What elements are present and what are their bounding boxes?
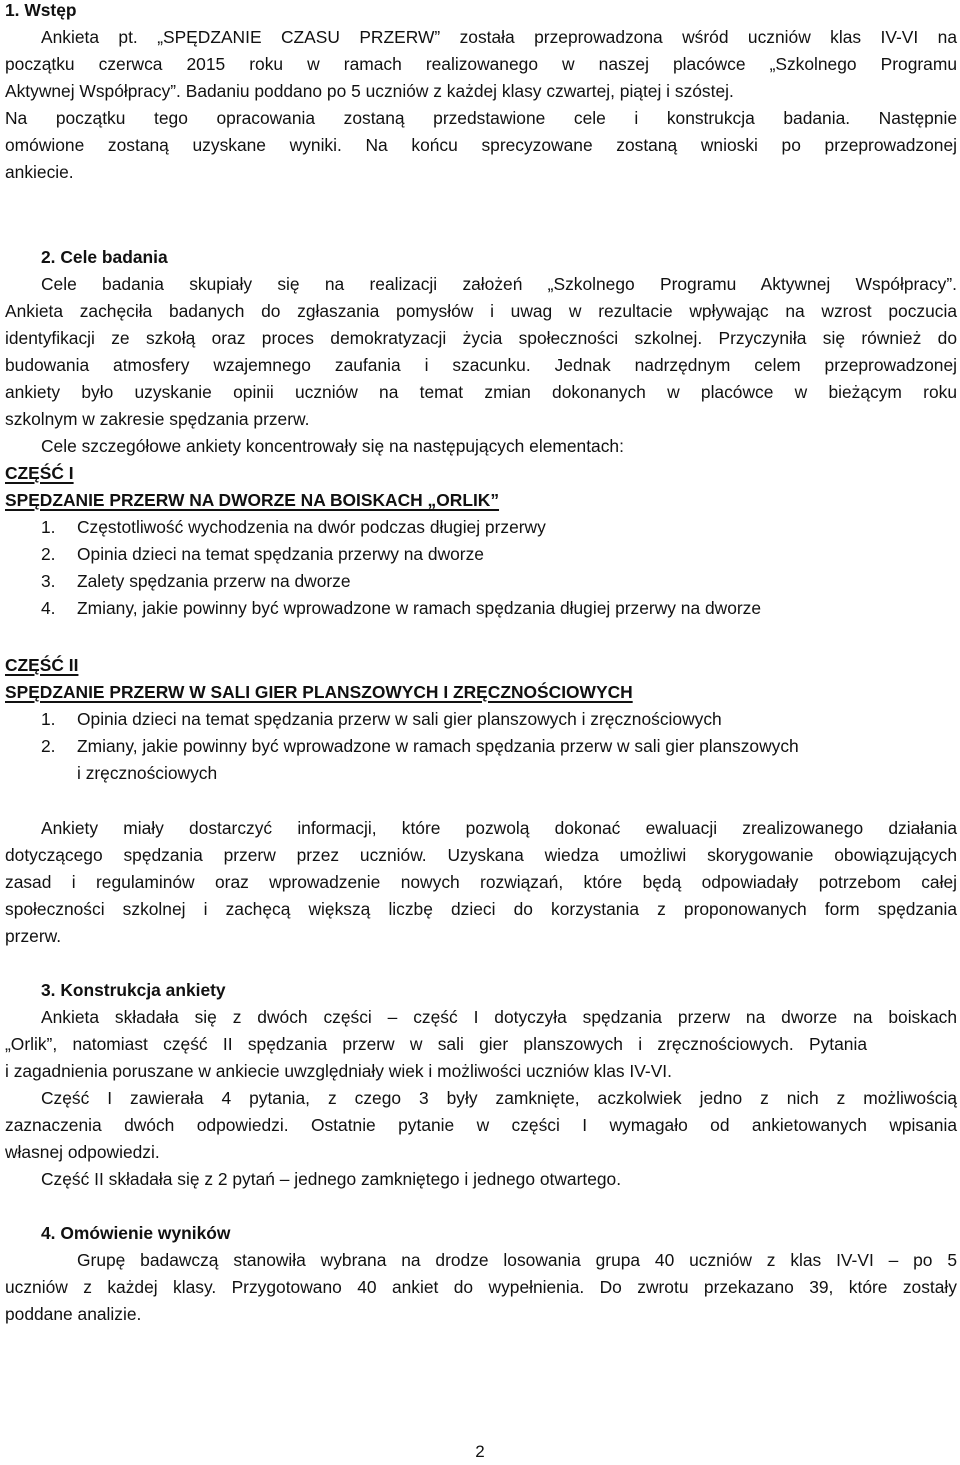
part-1-label: CZĘŚĆ I [5,463,74,483]
section-1-line: Aktywnej Współpracy”. Badaniu poddano po 5 uczniów z każdej klasy czwartej, piątej i szóstej. [5,81,734,101]
part-2-label: CZĘŚĆ II [5,655,79,675]
section-3-line: Część I zawierała 4 pytania, z czego 3 były zamknięte, aczkolwiek jedno z nich z możliwością [41,1088,957,1108]
section-3-line: „Orlik”, natomiast część II spędzania przerw w sali gier planszowych i zręcznościowych. Pytania [5,1034,867,1054]
section-4-line: poddane analizie. [5,1304,142,1324]
page-number: 2 [475,1442,485,1461]
section-1-heading: 1. Wstęp [5,0,77,20]
summary-line: społeczności szkolnej i zachęcą większą liczbę dzieci do korzystania z proponowanych form spędzania [5,899,957,919]
part-1-title: SPĘDZANIE PRZERW NA DWORZE NA BOISKACH „ORLIK” [5,490,500,510]
section-4-heading: 4. Omówienie wyników [41,1223,231,1243]
section-2-line: identyfikacji ze szkołą oraz proces demokratyzacji życia społeczności szkolnej. Przyczyniła się również do [5,328,957,348]
section-3-line: Ankieta składała się z dwóch części – część I dotyczyła spędzania przerw na dworze na boiskach [41,1007,957,1027]
section-1-line: Na początku tego opracowania zostaną przedstawione cele i konstrukcja badania. Następnie [5,108,957,128]
section-2-line: szkolnym w zakresie spędzania przerw. [5,409,310,429]
section-3-line: własnej odpowiedzi. [5,1142,160,1162]
summary-line: Ankiety miały dostarczyć informacji, które pozwolą dokonać ewaluacji zrealizowanego działania [41,818,957,838]
section-2-detail-intro: Cele szczegółowe ankiety koncentrowały się na następujących elementach: [41,436,624,456]
section-2-line: ankiety było uzyskanie opinii uczniów na temat zmian dokonanych w placówce w bieżącym roku [5,382,957,402]
list-item [41,541,957,568]
list-text-continuation: i zręcznościowych [77,763,218,783]
section-3-line: i zagadnienia poruszane w ankiecie uwzględniały wiek i możliwości uczniów klas IV-VI. [5,1061,672,1081]
list-item [41,706,957,733]
list-number: 1. [41,709,56,729]
list-text: Zmiany, jakie powinny być wprowadzone w ramach spędzania przerw w sali gier planszowych [77,736,799,756]
list-item [41,514,957,541]
list-text: Opinia dzieci na temat spędzania przerw w sali gier planszowych i zręcznościowych [77,709,722,729]
section-3-line: Część II składała się z 2 pytań – jednego zamkniętego i jednego otwartego. [41,1169,622,1189]
list-number: 4. [41,598,56,618]
section-1-line: początku czerwca 2015 roku w ramach realizowanego w naszej placówce „Szkolnego Programu [5,54,957,74]
part-2-title: SPĘDZANIE PRZERW W SALI GIER PLANSZOWYCH I ZRĘCZNOŚCIOWYCH [5,682,633,702]
section-2-line: budowania atmosfery wzajemnego zaufania i szacunku. Jednak nadrzędnym celem przeprowadzonej [5,355,957,375]
section-2-line: Cele badania skupiały się na realizacji założeń „Szkolnego Programu Aktywnej Współpracy”. [41,274,957,294]
section-4-line: uczniów z każdej klasy. Przygotowano 40 ankiet do wypełnienia. Do zwrotu przekazano 39, które zostały [5,1277,957,1297]
list-text: Zmiany, jakie powinny być wprowadzone w ramach spędzania długiej przerwy na dworze [77,598,762,618]
list-item [41,595,957,622]
list-item [41,568,957,595]
summary-line: zasad i regulaminów oraz wprowadzenie nowych rozwiązań, które będą odpowiadały potrzebom całej [5,872,957,892]
list-text: Opinia dzieci na temat spędzania przerwy na dworze [77,544,484,564]
list-text: Zalety spędzania przerw na dworze [77,571,351,591]
list-number: 2. [41,736,56,756]
section-1-line: omówione zostaną uzyskane wyniki. Na końcu sprecyzowane zostaną wnioski po przeprowadzonej [5,135,957,155]
section-1-line: ankiecie. [5,162,74,182]
summary-line: dotyczącego spędzania przerw przez uczniów. Uzyskana wiedza umożliwi skorygowanie obowiązujących [5,845,957,865]
list-number: 3. [41,571,56,591]
summary-line: przerw. [5,926,62,946]
section-3-heading: 3. Konstrukcja ankiety [41,980,226,1000]
section-2-line: Ankieta zachęciła badanych do zgłaszania pomysłów i uwag w rezultacie wpływając na wzrost poczucia [5,301,957,321]
list-number: 2. [41,544,56,564]
section-3-line: zaznaczenia dwóch odpowiedzi. Ostatnie pytanie w części I wymagało od ankietowanych wpisania [5,1115,957,1135]
section-4-line: Grupę badawczą stanowiła wybrana na drodze losowania grupa 40 uczniów z klas IV-VI – po 5 [77,1250,957,1270]
list-item [41,733,957,760]
list-number: 1. [41,517,56,537]
section-2-heading: 2. Cele badania [41,247,168,267]
section-1-line: Ankieta pt. „SPĘDZANIE CZASU PRZERW” została przeprowadzona wśród uczniów klas IV-VI na [41,27,957,47]
list-text: Częstotliwość wychodzenia na dwór podczas długiej przerwy [77,517,546,537]
